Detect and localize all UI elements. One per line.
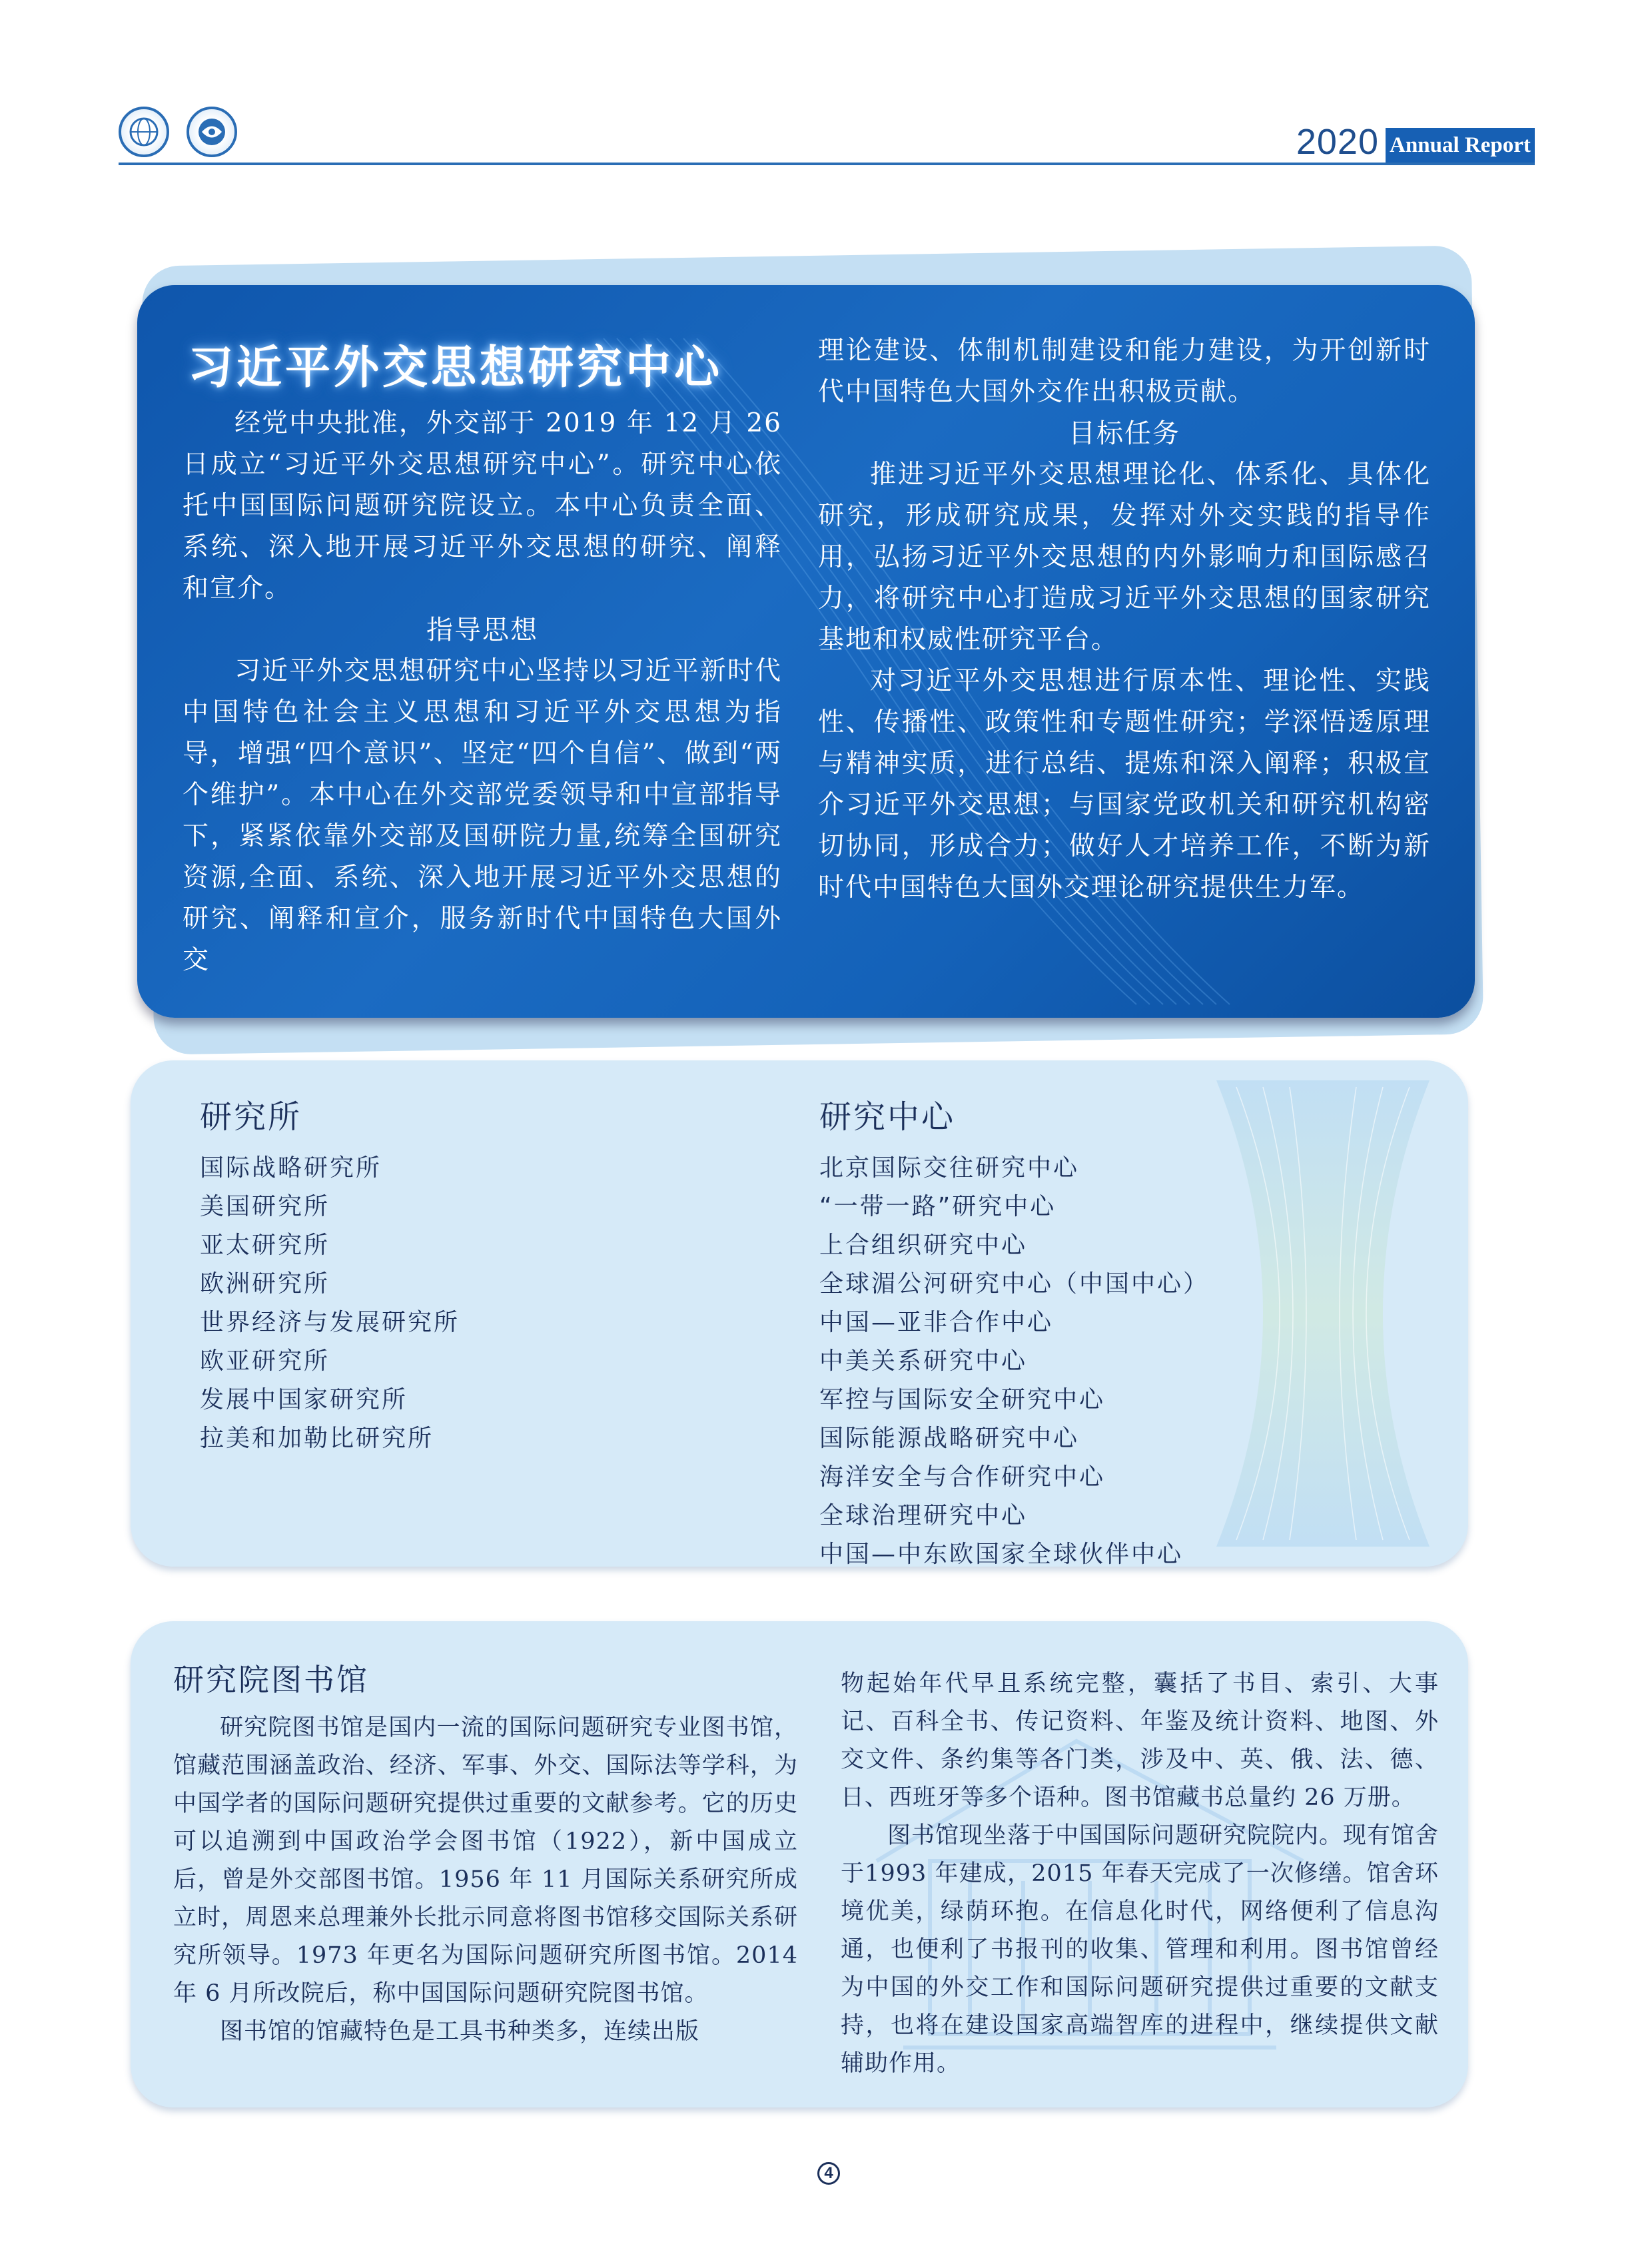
departments-panel [131, 1060, 1468, 1567]
library-paragraph-2-continued: 物起始年代早且系统完整，囊括了书目、索引、大事记、百科全书、传记资料、年鉴及统计资料、地图、外交文件、条约集等各门类，涉及中、英、俄、法、德、日、西班牙等多个语种。图书馆藏书总量约 26 万册。 [841, 1671, 1439, 1811]
library-title: 研究院图书馆 [173, 1662, 369, 1698]
research-center-panel [137, 285, 1475, 1018]
list-item: 海洋安全与合作研究中心 [819, 1463, 1106, 1491]
header-logos [119, 107, 237, 157]
goal-heading: 目标任务 [1068, 418, 1180, 449]
goal-paragraph-1: 推进习近平外交思想理论化、体系化、具体化研究，形成研究成果，发挥对外交实践的指导作用，弘扬习近平外交思想的内外影响力和国际感召力，将研究中心打造成习近平外交思想的国家研究基地和权威性研究平台。 [818, 460, 1431, 655]
header-rule [119, 163, 1535, 165]
goal-paragraph-2: 对习近平外交思想进行原本性、理论性、实践性、传播性、政策性和专题性研究；学深悟透原理与精神实质，进行总结、提炼和深入阐释；积极宣介习近平外交思想；与国家党政机关和研究机构密切协同，形成合力；做好人才培养工作，不断为新时代中国特色大国外交理论研究提供生力军。 [818, 666, 1431, 903]
research-center-title: 习近平外交思想研究中心 [188, 342, 723, 394]
list-item: 全球湄公河研究中心（中国中心） [819, 1270, 1210, 1298]
institutes-column [200, 1091, 719, 1458]
research-center-right-column [818, 330, 1431, 909]
list-item: 上合组织研究中心 [819, 1232, 1028, 1259]
library-right-column [841, 1665, 1439, 2083]
list-item: “一带一路”研究中心 [819, 1193, 1056, 1220]
report-tag: Annual Report [1386, 128, 1535, 163]
library-paragraph-2: 图书馆的馆藏特色是工具书种类多，连续出版 [220, 2018, 700, 2045]
centers-column [819, 1091, 1366, 1567]
guiding-paragraph-continued: 理论建设、体制机制建设和能力建设，为开创新时代中国特色大国外交作出积极贡献。 [818, 336, 1431, 407]
center-logo-icon [187, 107, 237, 157]
guiding-paragraph: 习近平外交思想研究中心坚持以习近平新时代中国特色社会主义思想和习近平外交思想为指导，增强“四个意识”、坚定“四个自信”、做到“两个维护”。本中心在外交部党委领导和中宣部指导下，紧紧依靠外交部及国研院力量,统筹全国研究资源,全面、系统、深入地开展习近平外交思想的研究、阐释和宣介，服务新时代中国特色大国外交 [183, 656, 782, 975]
centers-title: 研究中心 [819, 1098, 956, 1136]
library-panel [131, 1621, 1468, 2107]
list-item: 发展中国家研究所 [200, 1386, 408, 1413]
institutes-list [200, 1149, 719, 1458]
list-item: 全球治理研究中心 [819, 1502, 1028, 1529]
institutes-title: 研究所 [200, 1098, 302, 1136]
list-item: 美国研究所 [200, 1193, 330, 1220]
list-item: 中美关系研究中心 [819, 1347, 1028, 1375]
library-paragraph-1: 研究院图书馆是国内一流的国际问题研究专业图书馆，馆藏范围涵盖政治、经济、军事、外交、国际法等学科，为中国学者的国际问题研究提供过重要的文献参考。它的历史可以追溯到中国政治学会图书馆（1922），新中国成立后，曾是外交部图书馆。1956 年 11 月国际关系研究所成立时，周恩来总理兼外长批示同意将图书馆移交国际关系研究所领导。1973 年更名为国际问题研究所图书馆。2014 年 6 月所改院后，称中国国际问题研究院图书馆。 [173, 1714, 798, 2007]
centers-list [819, 1149, 1366, 1567]
list-item: 国际战略研究所 [200, 1154, 382, 1182]
library-paragraph-3: 图书馆现坐落于中国国际问题研究院院内。现有馆舍于1993 年建成，2015 年春天完成了一次修缮。馆舍环境优美，绿荫环抱。在信息化时代，网络便利了信息沟通，也便利了书报刊的收集、管理和利用。图书馆曾经为中国的外交工作和国际问题研究提供过重要的文献支持，也将在建设国家高端智库的进程中，继续提供文献辅助作用。 [841, 1822, 1440, 2077]
page-number: 4 [817, 2162, 840, 2185]
list-item: 欧亚研究所 [200, 1347, 330, 1375]
list-item: 军控与国际安全研究中心 [819, 1386, 1106, 1413]
guiding-heading: 指导思想 [426, 615, 538, 645]
list-item: 北京国际交往研究中心 [819, 1154, 1080, 1182]
report-year: 2020 [1296, 122, 1379, 162]
list-item: 拉美和加勒比研究所 [200, 1425, 434, 1452]
list-item: 中国—亚非合作中心 [819, 1309, 1054, 1336]
list-item: 亚太研究所 [200, 1232, 330, 1259]
intro-paragraph: 经党中央批准，外交部于 2019 年 12 月 26 日成立“习近平外交思想研究中心”。研究中心依托中国国际问题研究院设立。本中心负责全面、系统、深入地开展习近平外交思想的研究、阐释和宣介。 [183, 408, 782, 603]
library-left-column [173, 1656, 798, 2051]
institute-logo-icon [119, 107, 169, 157]
list-item: 中国—中东欧国家全球伙伴中心 [819, 1541, 1184, 1567]
research-center-left-column [183, 332, 782, 981]
list-item: 世界经济与发展研究所 [200, 1309, 460, 1336]
list-item: 国际能源战略研究中心 [819, 1425, 1080, 1452]
list-item: 欧洲研究所 [200, 1270, 330, 1298]
